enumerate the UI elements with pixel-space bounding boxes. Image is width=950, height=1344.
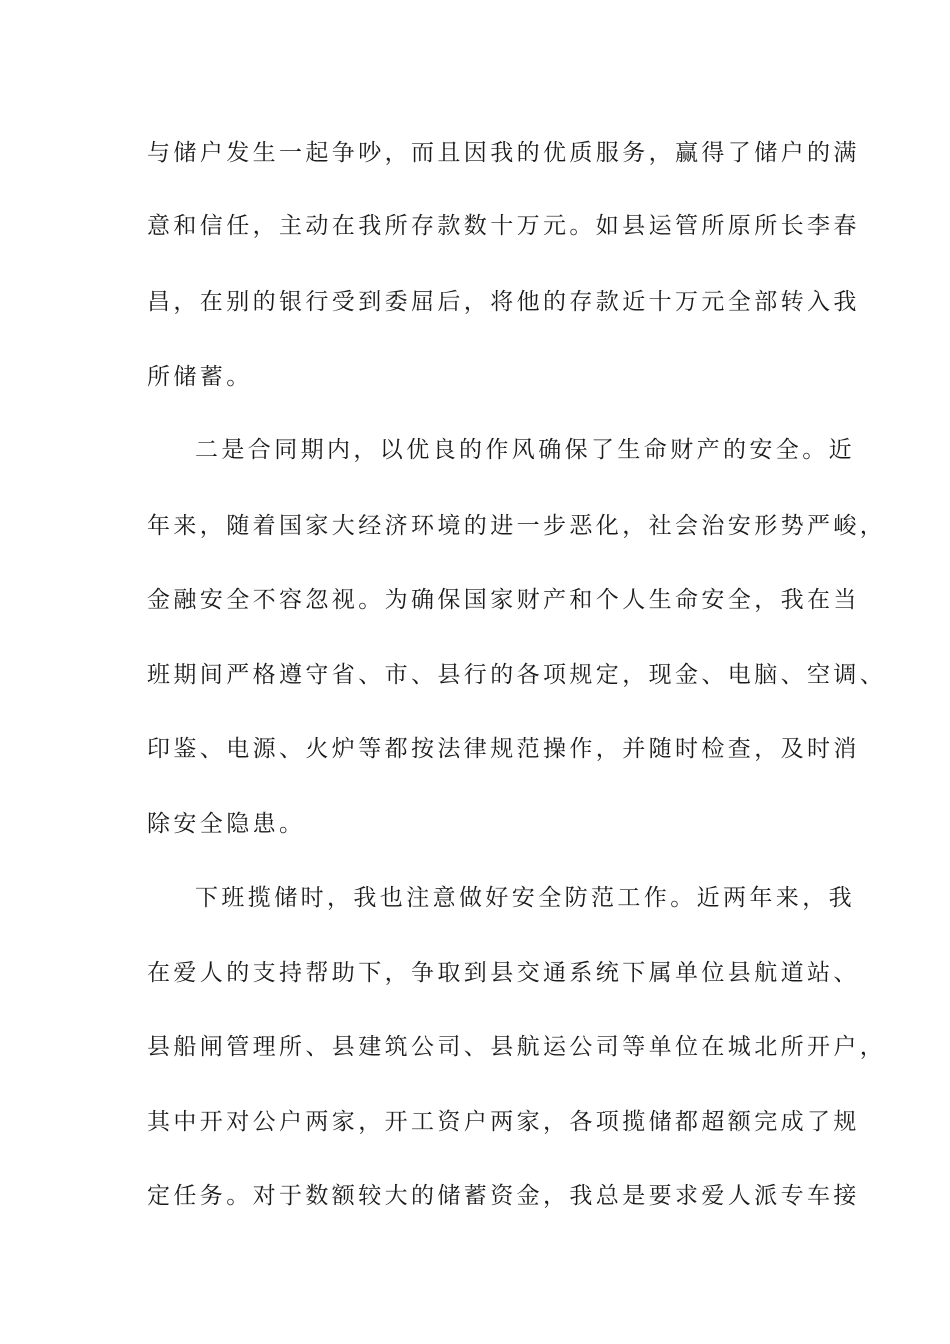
text-line-12: 在爱人的支持帮助下，争取到县交通系统下属单位县航道站、 <box>147 960 860 986</box>
text-line-8: 班期间严格遵守省、市、县行的各项规定，现金、电脑、空调、 <box>147 662 887 688</box>
text-line-10: 除安全隐患。 <box>147 811 306 837</box>
text-line-9: 印鉴、电源、火炉等都按法律规范操作，并随时检查，及时消 <box>147 736 860 762</box>
text-line-4: 所储蓄。 <box>147 364 253 390</box>
text-line-2: 意和信任，主动在我所存款数十万元。如县运管所原所长李春 <box>147 213 860 239</box>
paragraph-2-first-line: 二是合同期内，以优良的作风确保了生命财产的安全。近 <box>195 437 855 463</box>
paragraph-3-first-line: 下班揽储时，我也注意做好安全防范工作。近两年来，我 <box>195 885 855 911</box>
text-line-7: 金融安全不容忽视。为确保国家财产和个人生命安全，我在当 <box>147 587 860 613</box>
text-line-6: 年来，随着国家大经济环境的进一步恶化，社会治安形势严峻， <box>147 513 887 539</box>
text-line-1: 与储户发生一起争吵，而且因我的优质服务，赢得了储户的满 <box>147 140 860 166</box>
text-line-15: 定任务。对于数额较大的储蓄资金，我总是要求爱人派专车接 <box>147 1183 860 1209</box>
text-line-3: 昌，在别的银行受到委屈后，将他的存款近十万元全部转入我 <box>147 289 860 315</box>
text-line-14: 其中开对公户两家，开工资户两家，各项揽储都超额完成了规 <box>147 1109 860 1135</box>
text-line-13: 县船闸管理所、县建筑公司、县航运公司等单位在城北所开户， <box>147 1034 887 1060</box>
